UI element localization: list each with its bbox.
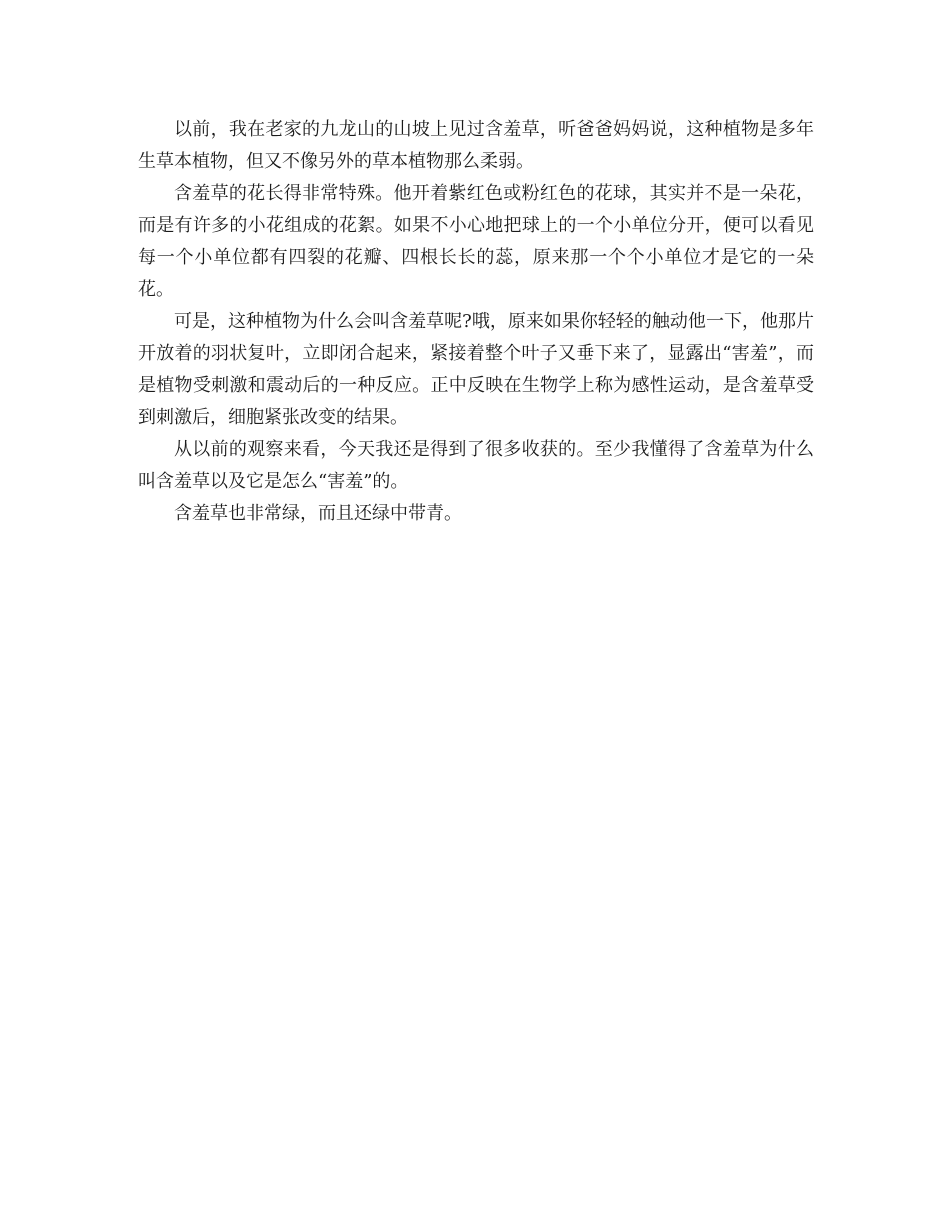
- paragraph-4: 从以前的观察来看，今天我还是得到了很多收获的。至少我懂得了含羞草为什么叫含羞草以及它是怎么“害羞”的。: [138, 439, 814, 492]
- paragraph-5: 含羞草也非常绿，而且还绿中带青。: [174, 503, 462, 524]
- paragraph-2: 含羞草的花长得非常特殊。他开着紫红色或粉红色的花球，其实并不是一朵花，而是有许多的小花组成的花絮。如果不小心地把球上的一个小单位分开，便可以看见每一个小单位都有四裂的花瓣、四根长长的蕊，原来那一个个小单位才是它的一朵花。: [138, 183, 814, 300]
- paragraph-1: 以前，我在老家的九龙山的山坡上见过含羞草，听爸爸妈妈说，这种植物是多年生草本植物，但又不像另外的草本植物那么柔弱。: [138, 119, 814, 172]
- paragraph-3: 可是，这种植物为什么会叫含羞草呢?哦，原来如果你轻轻的触动他一下，他那片开放着的羽状复叶，立即闭合起来，紧接着整个叶子又垂下来了，显露出“害羞”，而是植物受刺激和震动后的一种反应。正中反映在生物学上称为感性运动，是含羞草受到刺激后，细胞紧张改变的结果。: [138, 311, 814, 428]
- document-body: [138, 114, 814, 530]
